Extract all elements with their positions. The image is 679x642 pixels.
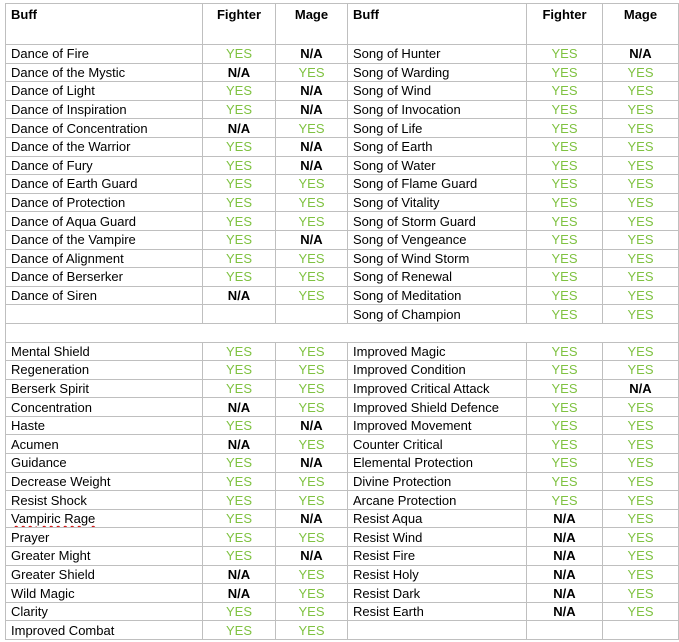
mage-value-right: YES bbox=[603, 119, 679, 138]
fighter-value-right: N/A bbox=[527, 547, 603, 566]
mage-value-left: YES bbox=[276, 379, 348, 398]
buff-name-left: Dance of Earth Guard bbox=[6, 175, 203, 194]
fighter-value-left: YES bbox=[203, 361, 276, 380]
buff-name-right: Resist Dark bbox=[348, 584, 527, 603]
header-fighter-right: Fighter bbox=[527, 4, 603, 45]
mage-value-right: YES bbox=[603, 435, 679, 454]
fighter-value-right: YES bbox=[527, 454, 603, 473]
mage-value-right: YES bbox=[603, 175, 679, 194]
table-row bbox=[6, 361, 679, 380]
fighter-value-left: YES bbox=[203, 621, 276, 640]
table-row bbox=[6, 193, 679, 212]
buff-comparison-table bbox=[5, 3, 679, 640]
fighter-value-left: YES bbox=[203, 342, 276, 361]
buff-name-right bbox=[348, 621, 527, 640]
fighter-value-left: YES bbox=[203, 230, 276, 249]
header-row bbox=[6, 4, 679, 45]
buff-name-right: Song of Wind Storm bbox=[348, 249, 527, 268]
fighter-value-left: YES bbox=[203, 156, 276, 175]
mage-value-left: YES bbox=[276, 361, 348, 380]
fighter-value-right: YES bbox=[527, 286, 603, 305]
fighter-value-left: YES bbox=[203, 547, 276, 566]
fighter-value-right: YES bbox=[527, 398, 603, 417]
header-buff-right: Buff bbox=[348, 4, 527, 45]
mage-value-left: YES bbox=[276, 528, 348, 547]
fighter-value-left: N/A bbox=[203, 286, 276, 305]
buff-name-left: Improved Combat bbox=[6, 621, 203, 640]
section-divider-cell bbox=[6, 323, 679, 342]
mage-value-left: N/A bbox=[276, 45, 348, 64]
mage-value-left: YES bbox=[276, 63, 348, 82]
mage-value-left: YES bbox=[276, 212, 348, 231]
buff-name-left: Dance of Fire bbox=[6, 45, 203, 64]
fighter-value-right: YES bbox=[527, 175, 603, 194]
mage-value-right: YES bbox=[603, 547, 679, 566]
fighter-value-right: YES bbox=[527, 342, 603, 361]
fighter-value-right: YES bbox=[527, 230, 603, 249]
fighter-value-right: N/A bbox=[527, 565, 603, 584]
table-row bbox=[6, 416, 679, 435]
mage-value-right: YES bbox=[603, 193, 679, 212]
buff-name-right: Song of Meditation bbox=[348, 286, 527, 305]
mage-value-right: YES bbox=[603, 528, 679, 547]
fighter-value-left: N/A bbox=[203, 398, 276, 417]
fighter-value-right: YES bbox=[527, 472, 603, 491]
fighter-value-left: YES bbox=[203, 193, 276, 212]
mage-value-left: N/A bbox=[276, 137, 348, 156]
fighter-value-right: YES bbox=[527, 416, 603, 435]
buff-name-right: Improved Shield Defence bbox=[348, 398, 527, 417]
buff-name-left: Dance of Protection bbox=[6, 193, 203, 212]
mage-value-left: N/A bbox=[276, 100, 348, 119]
fighter-value-left: YES bbox=[203, 454, 276, 473]
buff-name-right: Resist Aqua bbox=[348, 509, 527, 528]
table-row bbox=[6, 137, 679, 156]
mage-value-right: YES bbox=[603, 156, 679, 175]
buff-name-left: Dance of Concentration bbox=[6, 119, 203, 138]
fighter-value-left: YES bbox=[203, 268, 276, 287]
table-row bbox=[6, 491, 679, 510]
buff-name-left: Dance of Alignment bbox=[6, 249, 203, 268]
buff-name-left: Wild Magic bbox=[6, 584, 203, 603]
buff-name-right: Song of Invocation bbox=[348, 100, 527, 119]
fighter-value-left: YES bbox=[203, 509, 276, 528]
fighter-value-left: YES bbox=[203, 249, 276, 268]
buff-name-left: Clarity bbox=[6, 602, 203, 621]
table-row bbox=[6, 249, 679, 268]
mage-value-right: YES bbox=[603, 63, 679, 82]
mage-value-left: N/A bbox=[276, 509, 348, 528]
fighter-value-right: YES bbox=[527, 491, 603, 510]
buff-name-left: Greater Shield bbox=[6, 565, 203, 584]
mage-value-right: YES bbox=[603, 100, 679, 119]
mage-value-right: YES bbox=[603, 361, 679, 380]
table-row bbox=[6, 175, 679, 194]
buff-name-right: Song of Renewal bbox=[348, 268, 527, 287]
buff-name-left: Regeneration bbox=[6, 361, 203, 380]
fighter-value-right: YES bbox=[527, 249, 603, 268]
fighter-value-left: YES bbox=[203, 472, 276, 491]
table-row bbox=[6, 45, 679, 64]
fighter-value-right: N/A bbox=[527, 509, 603, 528]
fighter-value-left: YES bbox=[203, 45, 276, 64]
buff-name-left: Dance of Siren bbox=[6, 286, 203, 305]
table-row bbox=[6, 342, 679, 361]
buff-name-left: Prayer bbox=[6, 528, 203, 547]
buff-name-right: Resist Wind bbox=[348, 528, 527, 547]
table-row bbox=[6, 119, 679, 138]
mage-value-right: YES bbox=[603, 472, 679, 491]
fighter-value-left: YES bbox=[203, 528, 276, 547]
mage-value-right bbox=[603, 621, 679, 640]
mage-value-left: YES bbox=[276, 249, 348, 268]
buff-name-right: Divine Protection bbox=[348, 472, 527, 491]
mage-value-right: YES bbox=[603, 230, 679, 249]
buff-name-left: Resist Shock bbox=[6, 491, 203, 510]
fighter-value-left: YES bbox=[203, 137, 276, 156]
buff-name-left: Mental Shield bbox=[6, 342, 203, 361]
buff-name-right: Resist Fire bbox=[348, 547, 527, 566]
fighter-value-right: YES bbox=[527, 435, 603, 454]
buff-name-left: Berserk Spirit bbox=[6, 379, 203, 398]
mage-value-left: N/A bbox=[276, 416, 348, 435]
buff-name-right: Song of Warding bbox=[348, 63, 527, 82]
fighter-value-right: YES bbox=[527, 137, 603, 156]
fighter-value-right: YES bbox=[527, 119, 603, 138]
buff-name-left: Concentration bbox=[6, 398, 203, 417]
mage-value-left: N/A bbox=[276, 454, 348, 473]
spellcheck-underlined-text: Vampiric Rage bbox=[11, 511, 96, 527]
table-row bbox=[6, 398, 679, 417]
mage-value-left: YES bbox=[276, 602, 348, 621]
mage-value-left: N/A bbox=[276, 82, 348, 101]
mage-value-left: YES bbox=[276, 584, 348, 603]
buff-name-right: Song of Champion bbox=[348, 305, 527, 324]
header-buff-left: Buff bbox=[6, 4, 203, 45]
buff-name-right: Improved Movement bbox=[348, 416, 527, 435]
buff-name-left: Dance of the Vampire bbox=[6, 230, 203, 249]
buff-name-right: Improved Condition bbox=[348, 361, 527, 380]
buff-name-right: Resist Holy bbox=[348, 565, 527, 584]
mage-value-right: N/A bbox=[603, 45, 679, 64]
mage-value-right: YES bbox=[603, 509, 679, 528]
mage-value-left: YES bbox=[276, 119, 348, 138]
table-row bbox=[6, 472, 679, 491]
fighter-value-left: YES bbox=[203, 379, 276, 398]
fighter-value-right: N/A bbox=[527, 602, 603, 621]
table-row bbox=[6, 602, 679, 621]
fighter-value-left: YES bbox=[203, 212, 276, 231]
mage-value-right: YES bbox=[603, 565, 679, 584]
mage-value-left: YES bbox=[276, 342, 348, 361]
buff-name-left bbox=[6, 509, 203, 528]
fighter-value-right bbox=[527, 621, 603, 640]
section-divider-row bbox=[6, 323, 679, 342]
buff-name-left: Dance of the Warrior bbox=[6, 137, 203, 156]
fighter-value-right: YES bbox=[527, 379, 603, 398]
header-mage-left: Mage bbox=[276, 4, 348, 45]
table-row bbox=[6, 82, 679, 101]
mage-value-right: YES bbox=[603, 454, 679, 473]
buff-name-right: Song of Wind bbox=[348, 82, 527, 101]
mage-value-right: YES bbox=[603, 137, 679, 156]
fighter-value-right: YES bbox=[527, 100, 603, 119]
mage-value-left: YES bbox=[276, 286, 348, 305]
buff-name-left: Haste bbox=[6, 416, 203, 435]
table-row bbox=[6, 528, 679, 547]
mage-value-right: YES bbox=[603, 82, 679, 101]
table-row bbox=[6, 100, 679, 119]
fighter-value-left: YES bbox=[203, 82, 276, 101]
mage-value-left: N/A bbox=[276, 230, 348, 249]
buff-name-right: Elemental Protection bbox=[348, 454, 527, 473]
mage-value-left: YES bbox=[276, 491, 348, 510]
buff-name-right: Improved Critical Attack bbox=[348, 379, 527, 398]
buff-name-right: Improved Magic bbox=[348, 342, 527, 361]
table-body bbox=[6, 45, 679, 640]
mage-value-right: YES bbox=[603, 305, 679, 324]
mage-value-right: YES bbox=[603, 584, 679, 603]
fighter-value-right: YES bbox=[527, 156, 603, 175]
fighter-value-left: YES bbox=[203, 602, 276, 621]
mage-value-left bbox=[276, 305, 348, 324]
mage-value-left: YES bbox=[276, 398, 348, 417]
fighter-value-right: YES bbox=[527, 212, 603, 231]
fighter-value-left: N/A bbox=[203, 63, 276, 82]
buff-name-left bbox=[6, 305, 203, 324]
table-row bbox=[6, 621, 679, 640]
fighter-value-right: YES bbox=[527, 193, 603, 212]
mage-value-right: YES bbox=[603, 212, 679, 231]
table-row bbox=[6, 305, 679, 324]
mage-value-left: YES bbox=[276, 193, 348, 212]
mage-value-left: YES bbox=[276, 268, 348, 287]
mage-value-left: YES bbox=[276, 621, 348, 640]
table-row bbox=[6, 286, 679, 305]
mage-value-left: YES bbox=[276, 435, 348, 454]
mage-value-right: YES bbox=[603, 286, 679, 305]
buff-name-right: Arcane Protection bbox=[348, 491, 527, 510]
buff-name-left: Decrease Weight bbox=[6, 472, 203, 491]
fighter-value-right: YES bbox=[527, 45, 603, 64]
table-row bbox=[6, 63, 679, 82]
buff-name-left: Guidance bbox=[6, 454, 203, 473]
table-row bbox=[6, 212, 679, 231]
buff-name-left: Dance of Inspiration bbox=[6, 100, 203, 119]
fighter-value-left bbox=[203, 305, 276, 324]
buff-name-left: Dance of Fury bbox=[6, 156, 203, 175]
buff-name-right: Song of Life bbox=[348, 119, 527, 138]
buff-name-right: Song of Storm Guard bbox=[348, 212, 527, 231]
header-fighter-left: Fighter bbox=[203, 4, 276, 45]
table-row bbox=[6, 379, 679, 398]
buff-name-left: Acumen bbox=[6, 435, 203, 454]
fighter-value-right: N/A bbox=[527, 528, 603, 547]
mage-value-left: N/A bbox=[276, 547, 348, 566]
buff-name-right: Song of Water bbox=[348, 156, 527, 175]
fighter-value-left: N/A bbox=[203, 119, 276, 138]
fighter-value-left: YES bbox=[203, 175, 276, 194]
table-row bbox=[6, 268, 679, 287]
table-row bbox=[6, 230, 679, 249]
buff-name-right: Resist Earth bbox=[348, 602, 527, 621]
table-row bbox=[6, 584, 679, 603]
mage-value-left: YES bbox=[276, 472, 348, 491]
buff-name-right: Song of Flame Guard bbox=[348, 175, 527, 194]
fighter-value-right: YES bbox=[527, 361, 603, 380]
table-row bbox=[6, 454, 679, 473]
fighter-value-left: N/A bbox=[203, 435, 276, 454]
fighter-value-left: YES bbox=[203, 491, 276, 510]
buff-name-right: Counter Critical bbox=[348, 435, 527, 454]
buff-name-right: Song of Vitality bbox=[348, 193, 527, 212]
buff-name-left: Dance of Light bbox=[6, 82, 203, 101]
fighter-value-right: YES bbox=[527, 63, 603, 82]
mage-value-right: YES bbox=[603, 249, 679, 268]
header-mage-right: Mage bbox=[603, 4, 679, 45]
buff-name-right: Song of Vengeance bbox=[348, 230, 527, 249]
buff-name-left: Dance of Aqua Guard bbox=[6, 212, 203, 231]
fighter-value-left: YES bbox=[203, 416, 276, 435]
buff-name-right: Song of Hunter bbox=[348, 45, 527, 64]
fighter-value-right: YES bbox=[527, 268, 603, 287]
mage-value-right: N/A bbox=[603, 379, 679, 398]
table-row bbox=[6, 509, 679, 528]
buff-name-left: Dance of the Mystic bbox=[6, 63, 203, 82]
mage-value-right: YES bbox=[603, 491, 679, 510]
fighter-value-left: N/A bbox=[203, 584, 276, 603]
table-row bbox=[6, 156, 679, 175]
table-row bbox=[6, 547, 679, 566]
mage-value-left: N/A bbox=[276, 156, 348, 175]
buff-name-left: Dance of Berserker bbox=[6, 268, 203, 287]
fighter-value-left: YES bbox=[203, 100, 276, 119]
mage-value-right: YES bbox=[603, 268, 679, 287]
fighter-value-left: N/A bbox=[203, 565, 276, 584]
mage-value-left: YES bbox=[276, 565, 348, 584]
fighter-value-right: YES bbox=[527, 305, 603, 324]
fighter-value-right: N/A bbox=[527, 584, 603, 603]
mage-value-right: YES bbox=[603, 398, 679, 417]
mage-value-right: YES bbox=[603, 602, 679, 621]
table-row bbox=[6, 565, 679, 584]
mage-value-right: YES bbox=[603, 342, 679, 361]
buff-name-left: Greater Might bbox=[6, 547, 203, 566]
mage-value-left: YES bbox=[276, 175, 348, 194]
table-row bbox=[6, 435, 679, 454]
mage-value-right: YES bbox=[603, 416, 679, 435]
fighter-value-right: YES bbox=[527, 82, 603, 101]
buff-name-right: Song of Earth bbox=[348, 137, 527, 156]
